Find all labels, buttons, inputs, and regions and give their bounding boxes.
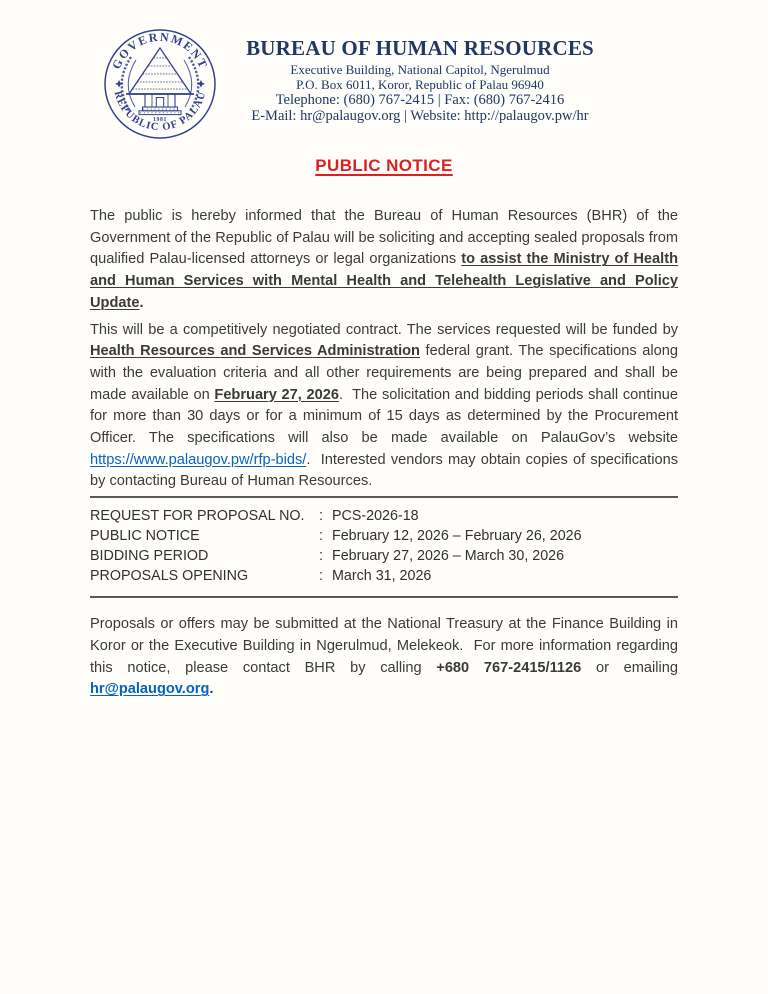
rfp-value: February 27, 2026 – March 30, 2026 <box>332 548 565 565</box>
submission-text-2: or emailing <box>581 659 678 676</box>
address-line-1: Executive Building, National Capitol, Ngerulmud <box>290 62 550 77</box>
seal-year: 1981 <box>153 117 167 123</box>
rfp-label: PROPOSALS OPENING <box>90 568 249 585</box>
availability-date: February 27, 2026 <box>214 386 339 403</box>
contract-details-paragraph <box>90 320 678 494</box>
contract-text-2: federal grant. The specifications along with the evaluation criteria and all other requirements are being prepared and shall be made available on <box>90 343 678 403</box>
intro-paragraph <box>90 206 678 315</box>
solicitation-subject: to assist the Ministry of Health and Human Services with Mental Health and Telehealth Legislative and Policy Update <box>90 251 678 311</box>
rfp-bids-link[interactable]: https://www.palaugov.pw/rfp-bids/ <box>90 451 307 468</box>
letterhead-text <box>225 36 615 124</box>
rfp-row-proposal-no <box>90 506 678 526</box>
rfp-row-bidding-period <box>90 546 678 566</box>
funding-agency: Health Resources and Services Administration <box>90 343 420 360</box>
intro-text: The public is hereby informed that the Bureau of Human Resources (BHR) of the Government of the Republic of Palau will be soliciting and accepting sealed proposals from qualified Palau-licensed attorneys or legal organizations <box>90 208 678 268</box>
contact-email-link[interactable]: hr@palaugov.org <box>90 681 210 698</box>
contract-text-4: . Interested vendors may obtain copies of specifications by contacting Bureau of Human Resources. <box>90 451 678 490</box>
rfp-row-public-notice <box>90 526 678 546</box>
seal-top-text: GOVERNMENT <box>109 29 211 72</box>
address-line-2: P.O. Box 6011, Koror, Republic of Palau 96940 <box>296 76 544 92</box>
rfp-label: BIDDING PERIOD <box>90 548 209 565</box>
submission-period: . <box>209 681 214 698</box>
rfp-colon: : <box>319 548 323 565</box>
rfp-colon: : <box>319 568 323 585</box>
submission-paragraph <box>90 614 678 701</box>
rfp-value: February 12, 2026 – February 26, 2026 <box>332 528 582 545</box>
rfp-value: March 31, 2026 <box>332 568 432 585</box>
notice-body <box>90 206 678 701</box>
rfp-details-table <box>90 496 678 598</box>
org-name: BUREAU OF HUMAN RESOURCES <box>246 36 594 60</box>
submission-text-1: Proposals or offers may be submitted at the National Treasury at the Finance Building in Koror or the Executive Building in Ngerulmud, Melekeok. For more information regarding this notice, please contact BHR by calling <box>90 616 678 676</box>
contract-text-1: This will be a competitively negotiated contract. The services requested will be funded by <box>90 321 678 338</box>
intro-period: . <box>139 294 144 311</box>
rfp-value: PCS-2026-18 <box>332 508 419 525</box>
bai-house-icon <box>126 48 194 115</box>
rfp-colon: : <box>319 508 323 525</box>
email-website-line: E-Mail: hr@palaugov.org | Website: http://palaugov.pw/hr <box>251 108 589 124</box>
seal-bottom-text: REPUBLIC OF PALAU <box>111 90 209 134</box>
rfp-colon: : <box>319 528 323 545</box>
phone-fax-line: Telephone: (680) 767-2415 | Fax: (680) 767-2416 <box>275 92 565 108</box>
contract-text-3: . The solicitation and bidding periods shall continue for more than 30 days or for a minimum of 15 days as determined by the Procurement Officer. The specifications will also be made available on PalauGov’s website <box>90 386 678 447</box>
rfp-label: PUBLIC NOTICE <box>90 528 200 545</box>
rfp-row-proposals-opening <box>90 566 678 586</box>
rfp-label: REQUEST FOR PROPOSAL NO. <box>90 508 305 525</box>
contact-phone-number: +680 767-2415/1126 <box>436 659 582 676</box>
notice-title: PUBLIC NOTICE <box>315 156 453 175</box>
palau-government-seal-icon <box>96 26 224 144</box>
